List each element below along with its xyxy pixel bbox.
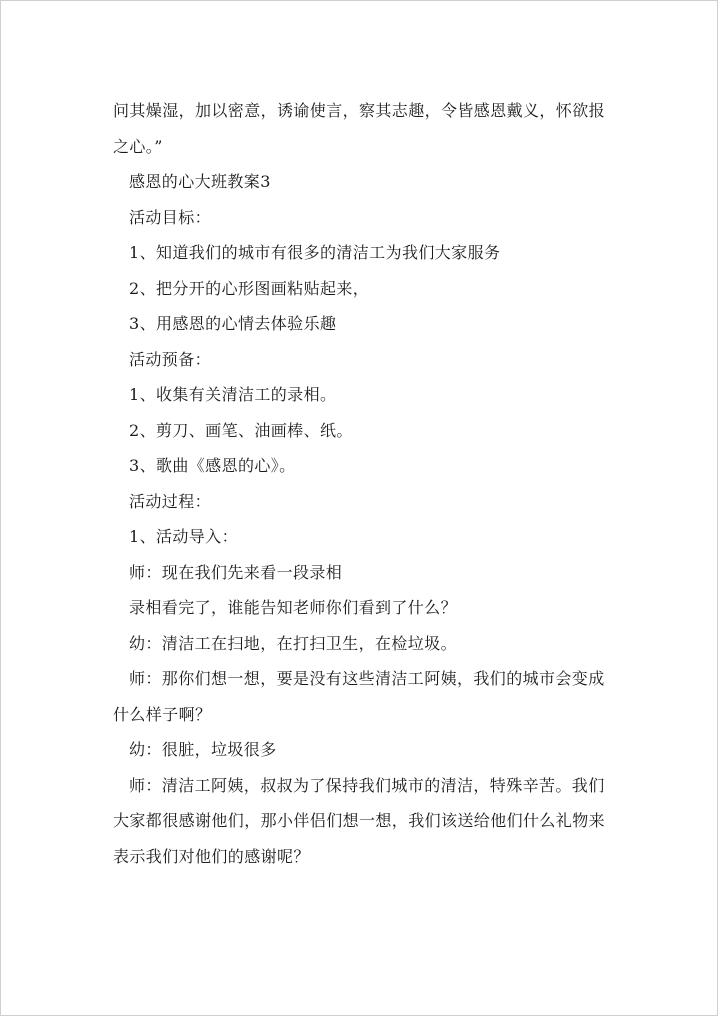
dialogue-line: 幼：很脏，垃圾很多 [129,740,277,759]
goal-item-3: 3、用感恩的心情去体验乐趣 [129,314,337,333]
process-heading: 活动过程： [129,491,212,511]
dialogue-line: 师：清洁工阿姨，叔叔为了保持我们城市的清洁，特殊辛苦。我们大家都很感谢他们，那小伴侣们想一想，我们该送给他们什么礼物来表示我们对他们的感谢呢？ [113,775,606,866]
goal-item-1: 1、知道我们的城市有很多的清洁工为我们大家服务 [129,243,501,262]
document-body [113,93,613,874]
dialogue-line: 师：那你们想一想，要是没有这些清洁工阿姨，我们的城市会变成什么样子啊？ [113,669,605,724]
preparation-item-2: 2、剪刀、画笔、油画棒、纸。 [129,420,353,440]
dialogue-line: 师：现在我们先来看一段录相 [129,562,343,582]
preparation-item-1: 1、收集有关清洁工的录相。 [129,385,337,404]
paragraph-1: 问其燥湿，加以密意，诱谕使言，察其志趣，令皆感恩戴义，怀欲报之心。” [113,101,606,156]
preparation-heading: 活动预备： [129,349,212,369]
goal-item-2: 2、把分开的心形图画粘贴起来， [129,278,370,298]
dialogue-line: 幼：清洁工在扫地，在打扫卫生，在检垃圾。 [129,633,458,653]
section-heading: 感恩的心大班教案3 [129,172,271,191]
goals-heading: 活动目标： [129,207,212,227]
dialogue-line: 录相看完了，谁能告知老师你们看到了什么？ [129,598,458,617]
process-step-1: 1、活动导入： [129,527,238,546]
preparation-item-3: 3、歌曲《感恩的心》。 [129,456,296,475]
